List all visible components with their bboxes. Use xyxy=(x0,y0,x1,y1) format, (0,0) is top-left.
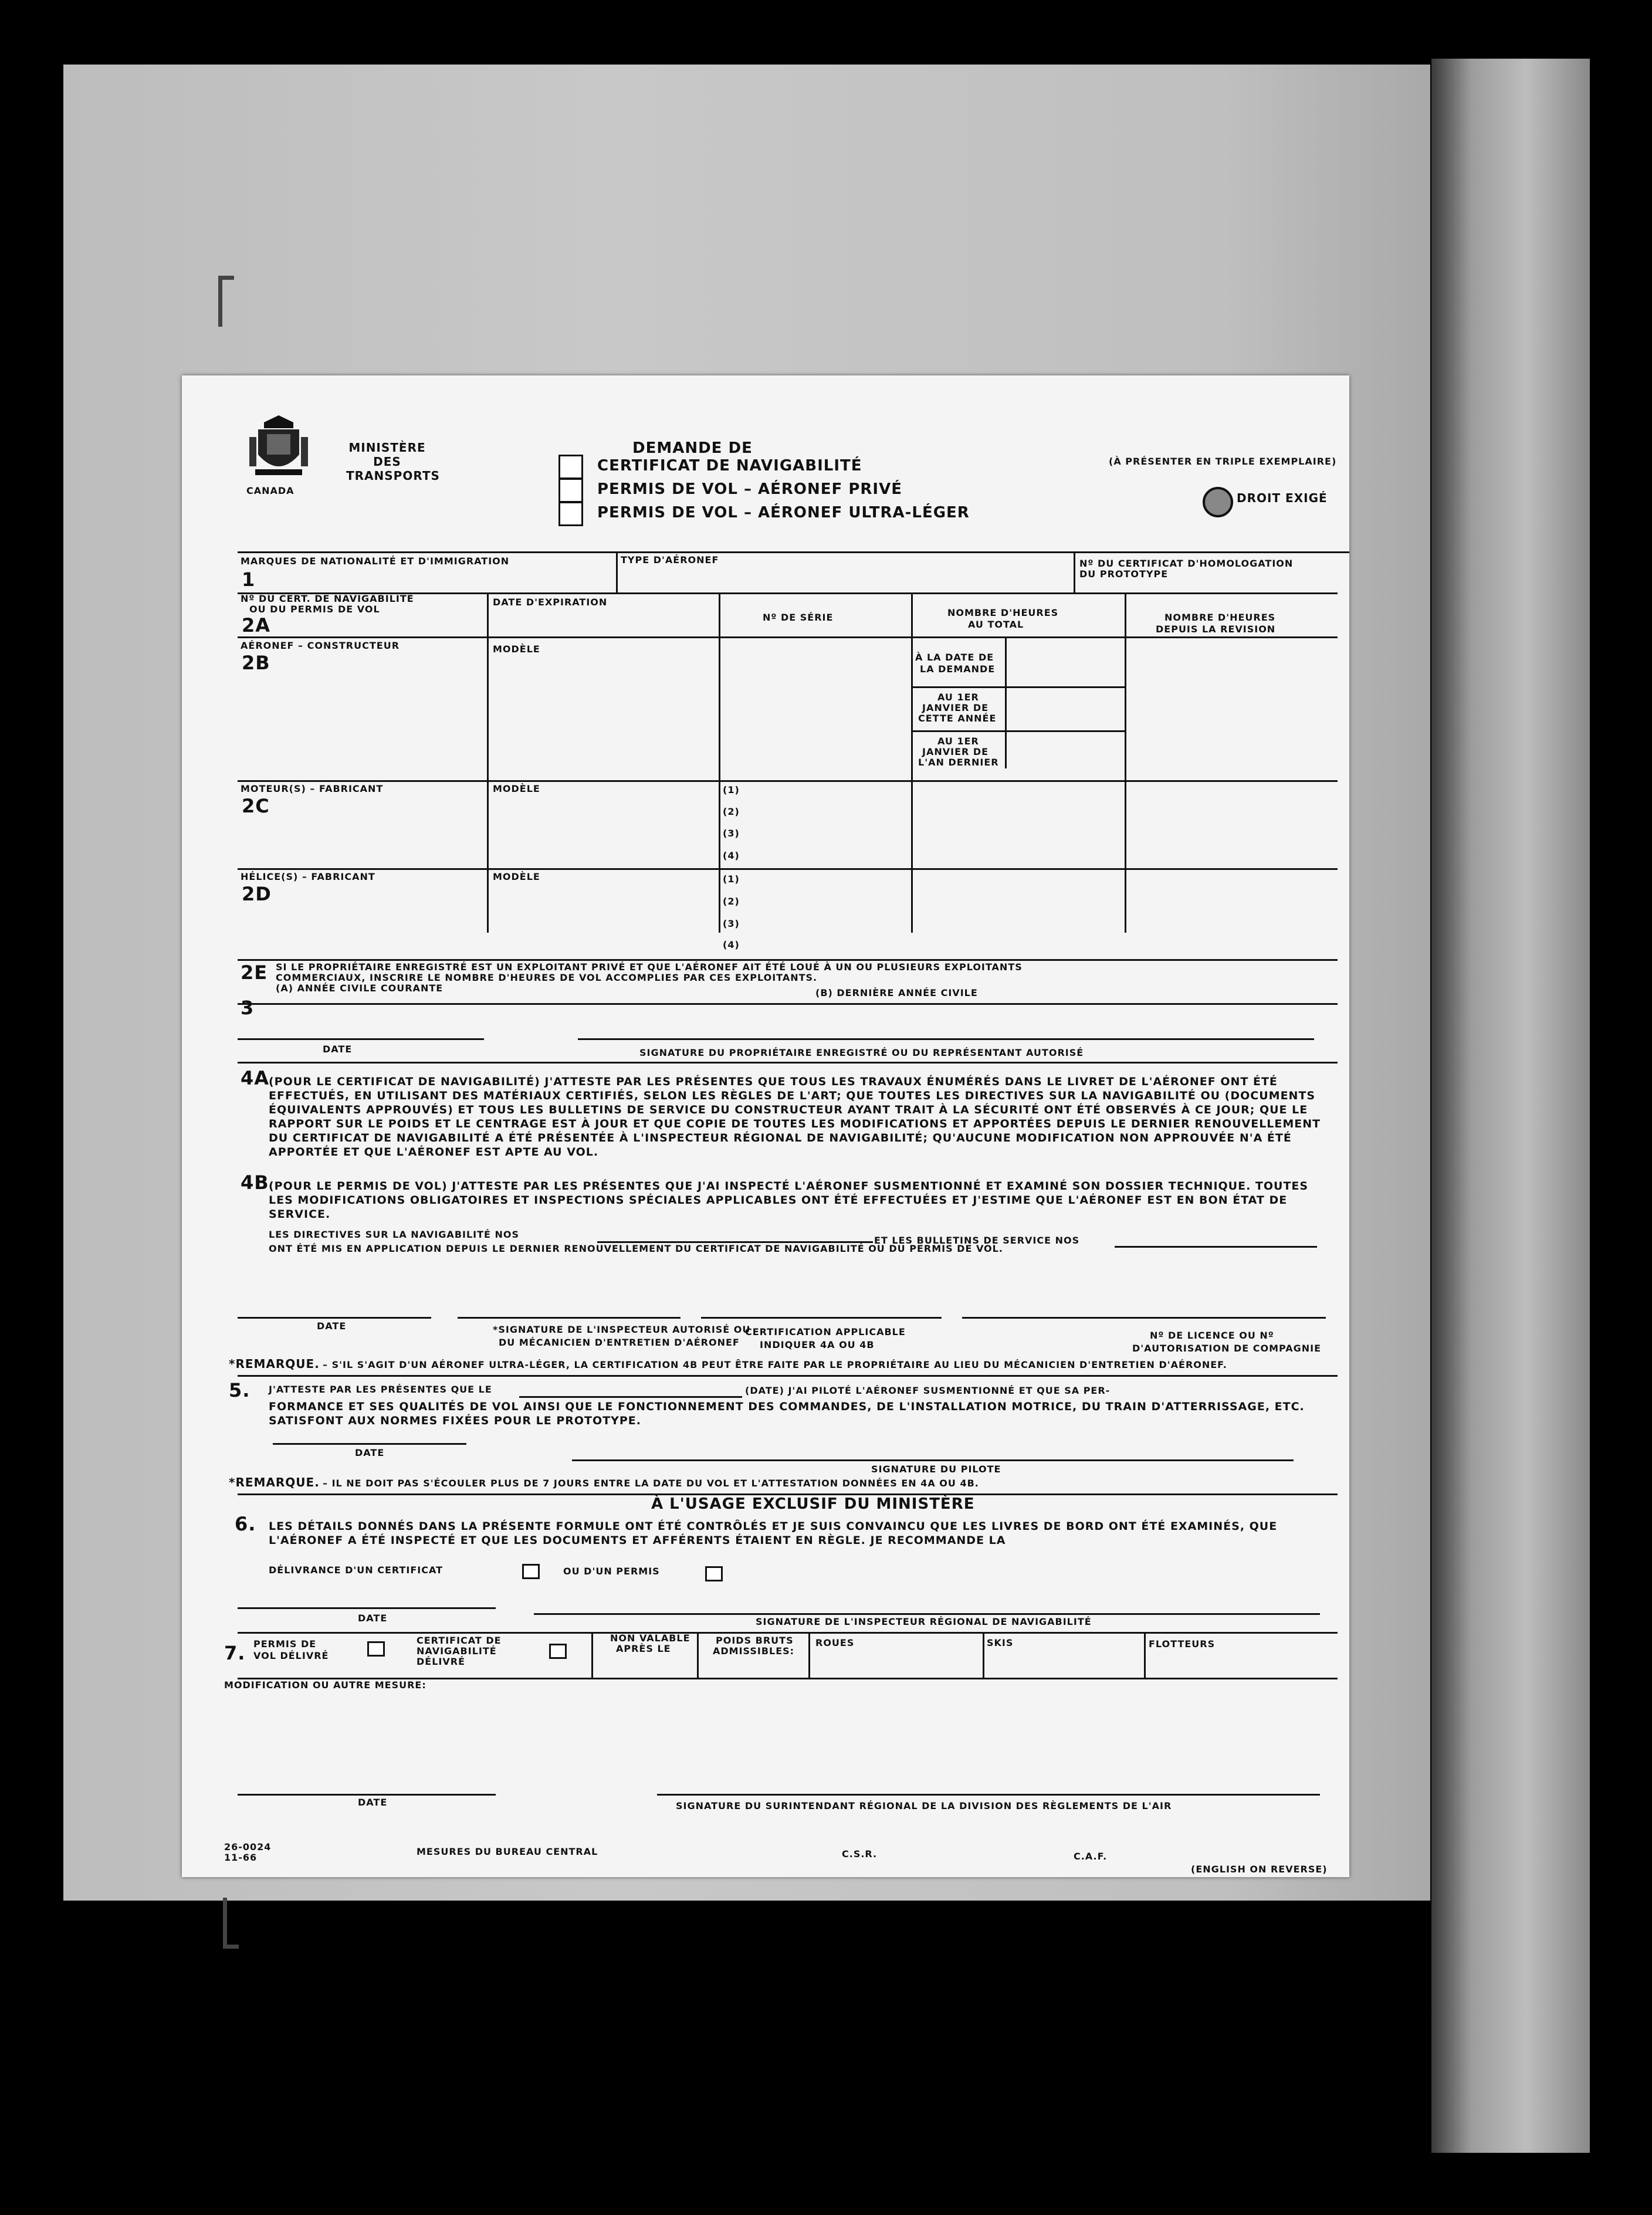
annee-derniere-label: (B) DERNIÈRE ANNÉE CIVILE xyxy=(815,987,978,998)
2e-text-2: COMMERCIAUX, INSCRIRE LE NOMBRE D'HEURES DE VOL ACCOMPLIES PAR CES EXPLOITANTS. xyxy=(276,972,818,983)
section-1: 1 xyxy=(242,568,256,591)
rule xyxy=(238,1375,1338,1377)
application-form xyxy=(182,375,1349,1877)
rule xyxy=(911,592,913,933)
sig-line-4 xyxy=(458,1317,681,1319)
checkbox-cert-delivre[interactable] xyxy=(549,1644,567,1659)
section-5: 5. xyxy=(229,1379,250,1401)
moteur-item-3: (3) xyxy=(723,828,740,839)
sig-inspecteur-2: DU MÉCANICIEN D'ENTRETIEN D'AÉRONEF xyxy=(499,1337,740,1348)
rule xyxy=(983,1632,984,1678)
rule xyxy=(911,686,1125,688)
checkbox-delivrance-permis[interactable] xyxy=(705,1566,723,1581)
sig-pilote-label: SIGNATURE DU PILOTE xyxy=(871,1464,1001,1475)
remarque-5: – IL NE DOIT PAS S'ÉCOULER PLUS DE 7 JOURS ENTRE LA DATE DU VOL ET L'ATTESTATION DONNÉES EN 4A OU 4B. xyxy=(323,1478,979,1489)
date-label-3: DATE xyxy=(323,1044,353,1055)
rule xyxy=(1005,636,1007,768)
date-line-3 xyxy=(238,1038,484,1040)
helice-item-4: (4) xyxy=(723,939,740,950)
checkbox-certificat[interactable] xyxy=(558,455,583,479)
sub-date-2: LA DEMANDE xyxy=(920,663,996,675)
rule xyxy=(238,959,1338,961)
country-label: CANADA xyxy=(246,485,294,496)
date-label-5: DATE xyxy=(355,1447,385,1458)
rule xyxy=(1074,551,1075,592)
section-2d: 2D xyxy=(242,883,272,905)
bulletins-label: ET LES BULLETINS DE SERVICE NOS xyxy=(874,1235,1080,1246)
rule xyxy=(238,1062,1338,1064)
checkbox-delivrance-certificat[interactable] xyxy=(522,1564,540,1579)
homologation-label-2: DU PROTOTYPE xyxy=(1079,568,1169,580)
cert-delivre-1: CERTIFICAT DE xyxy=(417,1635,502,1646)
heures-revision-2: DEPUIS LA REVISION xyxy=(1156,624,1276,635)
rule xyxy=(238,1632,1338,1634)
date-label-7: DATE xyxy=(358,1797,388,1808)
delivrance-label: DÉLIVRANCE D'UN CERTIFICAT xyxy=(269,1564,444,1576)
cert-label-1: Nº DU CERT. DE NAVIGABILITÉ xyxy=(241,593,414,604)
section-2c: 2C xyxy=(242,795,270,817)
moteur-label: MOTEUR(S) – FABRICANT xyxy=(241,783,384,794)
form-number: 26-0024 xyxy=(224,1841,272,1852)
corner-bracket-bottom xyxy=(223,1898,239,1949)
remarque-label-5: *REMARQUE. xyxy=(229,1475,320,1489)
homologation-label-1: Nº DU CERTIFICAT D'HOMOLOGATION xyxy=(1079,558,1294,569)
modele-label-2d: MODÈLE xyxy=(493,871,540,882)
cert-delivre-2: NAVIGABILITÉ xyxy=(417,1645,497,1657)
moteur-item-4: (4) xyxy=(723,850,740,861)
2e-text-1: SI LE PROPRIÉTAIRE ENREGISTRÉ EST UN EXPLOITANT PRIVÉ ET QUE L'AÉRONEF AIT ÉTÉ LOUÉ À UN OU PLUSIEURS EXPLOITANTS xyxy=(276,961,1023,973)
poids-1: POIDS BRUTS xyxy=(716,1635,794,1646)
rule xyxy=(808,1632,810,1678)
rule xyxy=(238,780,1338,782)
sig-line-7 xyxy=(657,1794,1320,1796)
pilot-date-line xyxy=(519,1396,742,1398)
section-7: 7. xyxy=(224,1642,246,1664)
date-line-6 xyxy=(238,1607,496,1609)
ministere-text: LES DÉTAILS DONNÉS DANS LA PRÉSENTE FORMULE ONT ÉTÉ CONTRÔLÉS ET JE SUIS CONVAINCU QUE LES LIVRES DE BORD ONT ÉTÉ EXAMINÉS, QUE L'AÉRONEF A ÉTÉ INSPECTÉ ET QUE LES DOCUMENTS ET AFFÉRENTS ÉTAIENT EN RÈGLE. JE RECOMMANDE LA xyxy=(269,1520,1278,1547)
rule xyxy=(238,1003,1338,1005)
moteur-item-1: (1) xyxy=(723,784,740,795)
ministry-line-2: DES xyxy=(373,455,401,469)
pilot-text: FORMANCE ET SES QUALITÉS DE VOL AINSI QUE LE FONCTIONNEMENT DES COMMANDES, DE L'INSTALLATION MOTRICE, DU TRAIN D'ATTERRISSAGE, ETC. SATISFONT AUX NORMES FIXÉES POUR LE PROTOTYPE. xyxy=(269,1400,1305,1427)
pilot-line-1b: (DATE) J'AI PILOTÉ L'AÉRONEF SUSMENTIONNÉ ET QUE SA PER- xyxy=(745,1385,1111,1396)
option-permis-prive: PERMIS DE VOL – AÉRONEF PRIVÉ xyxy=(597,480,902,498)
rule xyxy=(697,1632,699,1678)
checkbox-permis-delivre[interactable] xyxy=(367,1641,385,1657)
option-permis-ultraleger: PERMIS DE VOL – AÉRONEF ULTRA-LÉGER xyxy=(597,504,970,521)
sig-line-6 xyxy=(534,1613,1320,1615)
rule xyxy=(591,1632,593,1678)
applied-label: ONT ÉTÉ MIS EN APPLICATION DEPUIS LE DERNIER RENOUVELLEMENT DU CERTIFICAT DE NAVIGABILITÉ OU DU PERMIS DE VOL. xyxy=(269,1243,1003,1254)
cert-delivre-3: DÉLIVRÉ xyxy=(417,1656,465,1667)
stamp-circle xyxy=(1203,487,1233,517)
sig-inspecteur-1: *SIGNATURE DE L'INSPECTEUR AUTORISÉ OU xyxy=(493,1324,751,1335)
remarque-label-4: *REMARQUE. xyxy=(229,1357,320,1371)
date-label-4: DATE xyxy=(317,1320,347,1332)
section-4b: 4B xyxy=(241,1171,269,1194)
permis-delivre-1: PERMIS DE xyxy=(253,1638,317,1650)
rule xyxy=(238,868,1338,870)
sig-surintendant: SIGNATURE DU SURINTENDANT RÉGIONAL DE LA DIVISION DES RÈGLEMENTS DE L'AIR xyxy=(676,1800,1172,1811)
date-line-7 xyxy=(238,1794,496,1796)
sub-last-2: JANVIER DE xyxy=(922,746,989,757)
licence-1: Nº DE LICENCE OU Nº xyxy=(1150,1330,1274,1341)
section-2b: 2B xyxy=(242,652,270,674)
directives-label: LES DIRECTIVES SUR LA NAVIGABILITÉ NOS xyxy=(269,1229,520,1240)
cert-app-2: INDIQUER 4A OU 4B xyxy=(760,1339,875,1350)
section-2e: 2E xyxy=(241,961,268,984)
heures-revision-1: NOMBRE D'HEURES xyxy=(1164,612,1276,623)
sub-last-1: AU 1ER xyxy=(937,736,979,747)
poids-2: ADMISSIBLES: xyxy=(713,1645,795,1657)
cert-label-2: OU DU PERMIS DE VOL xyxy=(249,604,380,615)
cert-app-1: CERTIFICATION APPLICABLE xyxy=(745,1326,906,1337)
canada-crest-icon xyxy=(246,411,311,481)
rule xyxy=(1144,1632,1146,1678)
pilot-line-1a: J'ATTESTE PAR LES PRÉSENTES QUE LE xyxy=(269,1384,492,1395)
sub-jan-3: CETTE ANNÉE xyxy=(918,713,997,724)
signature-proprietaire-label: SIGNATURE DU PROPRIÉTAIRE ENREGISTRÉ OU DU REPRÉSENTANT AUTORISÉ xyxy=(639,1047,1084,1058)
licence-line-4 xyxy=(962,1317,1326,1319)
caf-label: C.A.F. xyxy=(1074,1851,1108,1862)
rule xyxy=(1125,592,1126,933)
date-line-5 xyxy=(273,1443,466,1445)
roues-label: ROUES xyxy=(815,1637,855,1648)
sub-last-3: L'AN DERNIER xyxy=(918,757,999,768)
heures-total-1: NOMBRE D'HEURES xyxy=(947,607,1059,618)
sub-jan-2: JANVIER DE xyxy=(922,702,989,713)
ministry-line-3: TRANSPORTS xyxy=(346,469,440,483)
permis-delivre-2: VOL DÉLIVRÉ xyxy=(253,1650,329,1661)
english-reverse: (ENGLISH ON REVERSE) xyxy=(1191,1864,1328,1875)
folder-edge xyxy=(1431,59,1590,2153)
corner-bracket-top xyxy=(218,276,234,327)
marques-label: MARQUES DE NATIONALITÉ ET D'IMMIGRATION xyxy=(241,556,510,567)
option-certificat: CERTIFICAT DE NAVIGABILITÉ xyxy=(597,457,862,475)
ministry-line-1: MINISTÈRE xyxy=(348,441,426,455)
helice-item-1: (1) xyxy=(723,873,740,885)
section-6: 6. xyxy=(235,1513,256,1535)
modification-label: MODIFICATION OU AUTRE MESURE: xyxy=(224,1679,426,1691)
serie-label: Nº DE SÉRIE xyxy=(763,612,834,623)
sub-date-1: À LA DATE DE xyxy=(915,652,994,663)
droit-exige: DROIT EXIGÉ xyxy=(1237,491,1328,505)
rule xyxy=(911,730,1125,732)
type-aeronef-label: TYPE D'AÉRONEF xyxy=(621,554,719,565)
moteur-item-2: (2) xyxy=(723,806,740,817)
helice-label: HÉLICE(S) – FABRICANT xyxy=(241,871,375,882)
form-date: 11-66 xyxy=(224,1852,258,1863)
annee-courante-label: (A) ANNÉE CIVILE COURANTE xyxy=(276,983,444,994)
licence-2: D'AUTORISATION DE COMPAGNIE xyxy=(1132,1343,1322,1354)
rule xyxy=(719,592,720,933)
signature-line-3 xyxy=(578,1038,1314,1040)
rule xyxy=(238,636,1338,638)
cert-line-4 xyxy=(701,1317,942,1319)
section-3: 3 xyxy=(241,997,255,1019)
section-2a: 2A xyxy=(242,614,271,636)
non-valable-2: APRÈS LE xyxy=(616,1643,671,1654)
modele-label-2c: MODÈLE xyxy=(493,783,540,794)
bulletins-line xyxy=(1115,1246,1317,1248)
attestation-4b: (POUR LE PERMIS DE VOL) J'ATTESTE PAR LES PRÉSENTES QUE J'AI INSPECTÉ L'AÉRONEF SUSMENTIONNÉ ET EXAMINÉ SON DOSSIER TECHNIQUE. TOUTES LES MODIFICATIONS OBLIGATOIRES ET INSPECTIONS SPÉCIALES APPLICABLES ONT ÉTÉ EFFECTUÉES ET J'ESTIME QUE L'AÉRONEF EST EN BON ÉTAT DE SERVICE. xyxy=(269,1180,1309,1221)
sub-jan-1: AU 1ER xyxy=(937,692,979,703)
aeronef-constructeur-label: AÉRONEF – CONSTRUCTEUR xyxy=(241,640,400,651)
attestation-4a: (POUR LE CERTIFICAT DE NAVIGABILITÉ) J'ATTESTE PAR LES PRÉSENTES QUE TOUS LES TRAVAUX ÉNUMÉRÉS DANS LE LIVRET DE L'AÉRONEF ONT ÉTÉ EFFECTUÉS, EN UTILISANT DES MATÉRIAUX CERTIFIÉS, SELON LES RÈGLES DE L'ART; QUE TOUTES LES DIRECTIVES SUR LA NAVIGABILITÉ OU (DOCUMENTS ÉQUIVALENTS APPROUVÉS) ET TOUS LES BULLETINS DE SERVICE DU CONSTRUCTEUR AYANT TRAIT À LA SÉCURITÉ ONT ÉTÉ OBSERVÉS À CE JOUR; QUE LE RAPPORT SUR LE POIDS ET LE CENTRAGE EST À JOUR ET QUE COPIE DE TOUTES LES MODIFICATIONS ET APPORTÉES DEPUIS LE DERNIER RENOUVELLEMENT DU CERTIFICAT DE NAVIGABILITÉ A ÉTÉ PRÉSENTÉE À L'INSPECTEUR RÉGIONAL DE NAVIGABILITÉ; QU'AUCUNE MODIFICATION NON APPROUVÉE N'A ÉTÉ APPORTÉE ET QUE L'AÉRONEF EST APTE AU VOL. xyxy=(269,1075,1321,1159)
triple-note: (À PRÉSENTER EN TRIPLE EXEMPLAIRE) xyxy=(1109,456,1337,467)
non-valable-1: NON VALABLE xyxy=(610,1633,690,1644)
remarque-4: – S'IL S'AGIT D'UN AÉRONEF ULTRA-LÉGER, LA CERTIFICATION 4B PEUT ÊTRE FAITE PAR LE PROPRIÉTAIRE AU LIEU DU MÉCANICIEN D'ENTRETIEN D'AÉRONEF. xyxy=(323,1359,1227,1370)
expiration-label: DATE D'EXPIRATION xyxy=(493,597,608,608)
rule xyxy=(616,551,618,592)
mesures-bureau: MESURES DU BUREAU CENTRAL xyxy=(417,1846,598,1857)
rule xyxy=(487,592,489,933)
checkbox-permis-ultraleger[interactable] xyxy=(558,502,583,526)
demande-title: DEMANDE DE xyxy=(632,439,753,457)
rule xyxy=(238,551,1349,553)
csr-label: C.S.R. xyxy=(842,1848,878,1860)
usage-ministere-title: À L'USAGE EXCLUSIF DU MINISTÈRE xyxy=(651,1495,975,1513)
helice-item-2: (2) xyxy=(723,896,740,907)
sig-line-5 xyxy=(572,1459,1294,1461)
date-line-4 xyxy=(238,1317,431,1319)
section-4a: 4A xyxy=(241,1067,270,1089)
modele-label-2b: MODÈLE xyxy=(493,643,540,655)
flotteurs-label: FLOTTEURS xyxy=(1149,1638,1216,1650)
checkbox-permis-prive[interactable] xyxy=(558,478,583,503)
helice-item-3: (3) xyxy=(723,918,740,929)
date-label-6: DATE xyxy=(358,1613,388,1624)
skis-label: SKIS xyxy=(987,1637,1014,1648)
heures-total-2: AU TOTAL xyxy=(968,619,1024,630)
ou-permis-label: OU D'UN PERMIS xyxy=(563,1566,660,1577)
sig-inspecteur-regional: SIGNATURE DE L'INSPECTEUR RÉGIONAL DE NAVIGABILITÉ xyxy=(756,1616,1092,1627)
